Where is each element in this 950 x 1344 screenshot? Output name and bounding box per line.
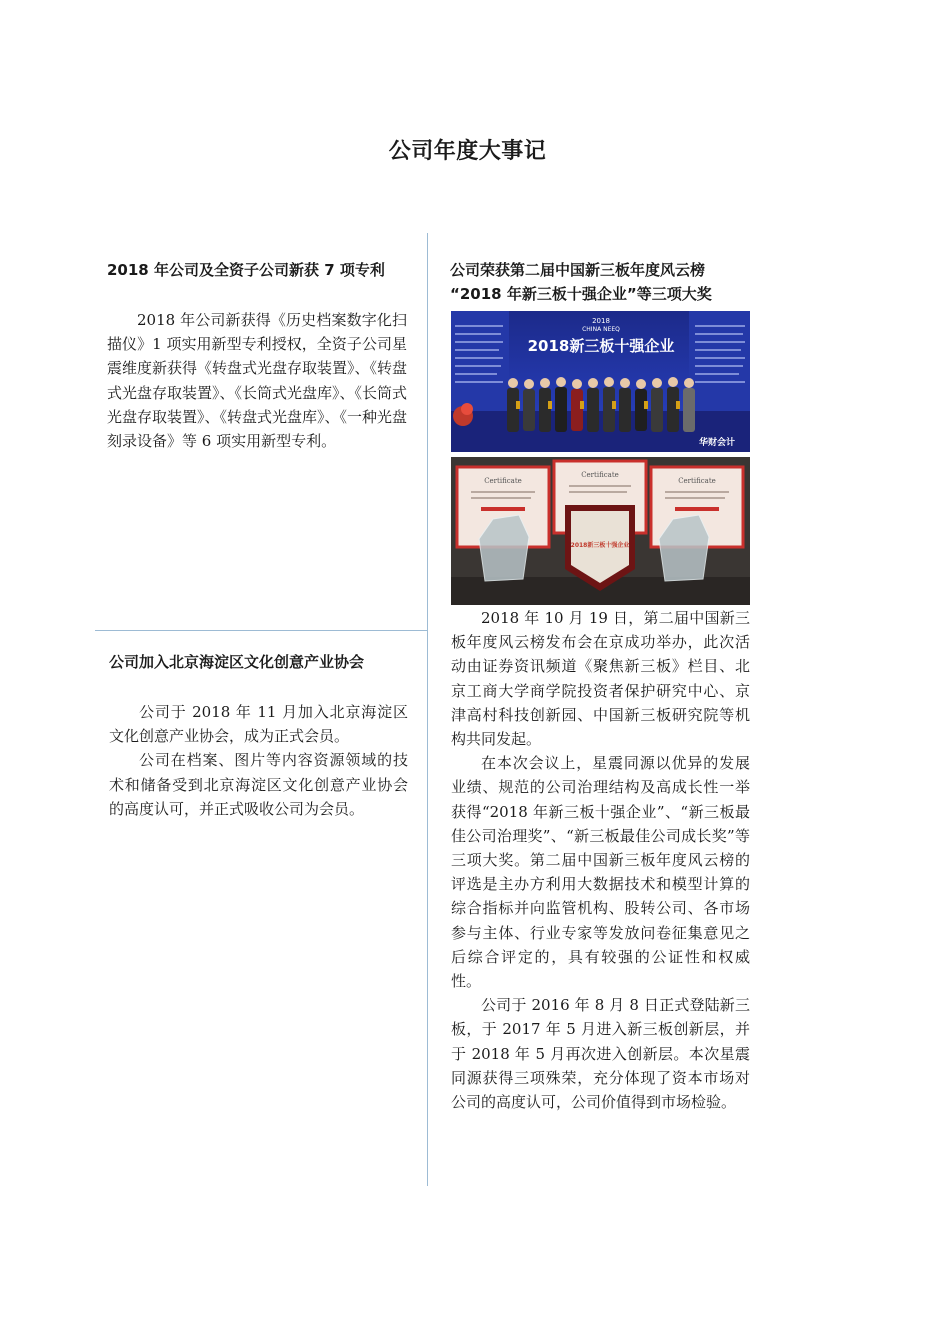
certificate-label-3: Certificate: [678, 477, 716, 485]
banner-year: 2018: [592, 317, 610, 325]
award-paragraph-3: 公司于 2016 年 8 月 8 日正式登陆新三板，于 2017 年 5 月进入新三板创新层，并于 2018 年 5 月再次进入创新层。本次星震同源获得三项殊荣，充分体现了资本市场对公司的高度认可，公司价值得到市场检验。: [451, 996, 750, 1112]
patents-body: [107, 308, 407, 453]
banner-org: CHINA NEEQ: [582, 326, 620, 333]
patents-paragraph: 2018 年公司新获得《历史档案数字化扫描仪》1 项实用新型专利授权，全资子公司星震维度新获得《转盘式光盘存取装置》、《转盘式光盘存取装置》、《长筒式光盘库》、《长筒式光盘存取装置》、《转盘式光盘库》、《一种光盘刻录设备》等 6 项实用新型专利。: [107, 311, 408, 451]
plaque-text: 2018新三板十强企业: [570, 542, 630, 549]
column-divider: [427, 233, 428, 1186]
award-heading-line2: “2018 年新三板十强企业”等三项大奖: [450, 285, 712, 303]
photo-watermark: 华财会计: [698, 438, 736, 448]
award-heading: [450, 258, 760, 306]
certificates-photo: [451, 457, 750, 605]
association-body: [109, 700, 408, 821]
association-paragraph-2: 公司在档案、图片等内容资源领域的技术和储备受到北京海淀区文化创意产业协会的高度认可，并正式吸收公司为会员。: [109, 751, 408, 818]
award-paragraph-2: 在本次会议上，星震同源以优异的发展业绩、规范的公司治理结构及高成长性一举获得“2018 年新三板十强企业”、“新三板最佳公司治理奖”、“新三板最佳公司成长奖”等三项大奖。第二届中国新三板年度风云榜的评选是主办方利用大数据技术和模型计算的综合指标并向监管机构、股转公司、各市场参与主体、行业专家等发放问卷征集意见之后综合评定的，具有较强的公证性和权威性。: [451, 754, 750, 991]
certificate-label-2: Certificate: [581, 471, 619, 479]
banner-title: 2018新三板十强企业: [527, 337, 675, 355]
section-divider: [95, 630, 427, 631]
association-heading: 公司加入北京海淀区文化创意产业协会: [109, 653, 365, 671]
award-body: [451, 606, 750, 1114]
award-heading-line1: 公司荣获第二届中国新三板年度风云榜: [450, 261, 706, 279]
award-paragraph-1: 2018 年 10 月 19 日，第二届中国新三板年度风云榜发布会在京成功举办，此次活动由证券资讯频道《聚焦新三板》栏目、北京工商大学商学院投资者保护研究中心、京津高村科技创新园、中国新三板研究院等机构共同发起。: [451, 609, 750, 749]
certificate-label-1: Certificate: [484, 477, 522, 485]
award-ceremony-photo: [451, 311, 750, 452]
patents-heading: 2018 年公司及全资子公司新获 7 项专利: [107, 261, 385, 279]
association-paragraph-1: 公司于 2018 年 11 月加入北京海淀区文化创意产业协会，成为正式会员。: [109, 703, 408, 746]
page-title: 公司年度大事记: [388, 139, 547, 164]
